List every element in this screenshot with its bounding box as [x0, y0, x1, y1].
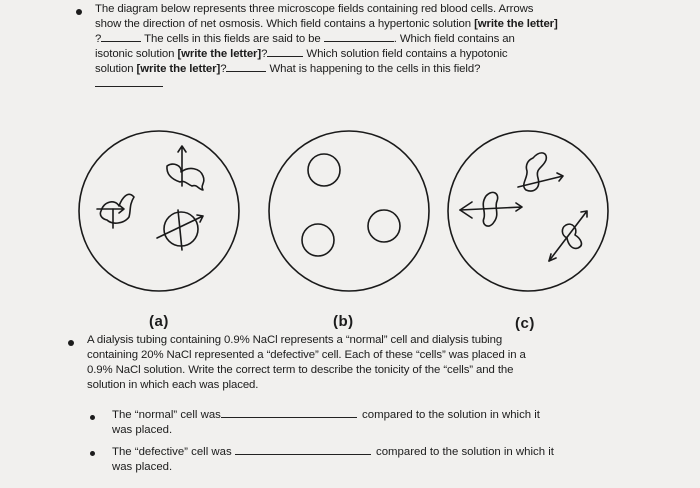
q1-line-1: The diagram below represents three microscope fields containing red blood cells. Arrows: [95, 3, 534, 15]
defective-cell-tail: was placed.: [112, 461, 173, 473]
field-b-label: (b): [333, 313, 354, 330]
sub-bullet-defective: [90, 451, 95, 456]
field-b-circle: [269, 131, 429, 291]
normal-cell-line-1: [112, 408, 692, 423]
defective-cell-blank[interactable]: [235, 445, 371, 455]
normal-cell-question: [112, 408, 692, 438]
field-c-label: (c): [515, 315, 535, 332]
field-a-crenated-cell-2: [167, 164, 204, 190]
normal-cell-suffix: compared to the solution in which it: [362, 409, 540, 421]
q1-line-2-text: show the direction of net osmosis. Which field contains a hypertonic solution: [95, 18, 471, 30]
field-c-arrow-3: [549, 211, 587, 261]
q1-isotonic-text: isotonic solution: [95, 48, 175, 60]
normal-cell-prefix: The “normal” cell was: [112, 409, 221, 421]
field-c-swollen-cell-3: [562, 224, 581, 248]
field-a-circle: [79, 131, 239, 291]
q1-write-letter-1: [write the letter]: [474, 18, 558, 30]
normal-cell-blank[interactable]: [221, 408, 357, 418]
field-b-cell-1: [308, 154, 340, 186]
q1-solution-text: solution: [95, 63, 134, 75]
normal-cell-tail: was placed.: [112, 424, 173, 436]
defective-cell-prefix: The “defective” cell was: [112, 446, 232, 458]
q2-line-1: A dialysis tubing containing 0.9% NaCl represents a “normal” cell and dialysis tubing: [87, 334, 503, 346]
q1-line-4-text: Which solution field contains a hypotonic: [306, 48, 508, 60]
q1-qmark-1: ?: [95, 33, 102, 45]
defective-cell-question: [112, 445, 692, 475]
field-b-cell-3: [368, 210, 400, 242]
field-a-arrow-3-stem: [178, 210, 182, 250]
q1-write-letter-2: [write the letter]: [177, 48, 262, 60]
q2-line-3: 0.9% NaCl solution. Write the correct term to describe the tonicity of the “cells” and the: [87, 364, 514, 376]
q2-line-2: containing 20% NaCl represented a “defective” cell. Each of these “cells” was placed in a: [87, 349, 526, 361]
defective-cell-line-1: [112, 445, 692, 460]
sub-bullet-normal: [90, 415, 95, 420]
question-2-text: [87, 333, 687, 393]
field-a-label: (a): [149, 313, 169, 330]
bullet-question-2: [68, 340, 74, 346]
q2-line-4: solution in which each was placed.: [87, 379, 259, 391]
defective-cell-suffix: compared to the solution in which it: [376, 446, 554, 458]
q1-line-5-text: What is happening to the cells in this field?: [269, 63, 481, 75]
q1-line-3-text: The cells in this fields are said to be: [144, 33, 321, 45]
q1-line-3-end: . Which field contains an: [393, 33, 515, 45]
q1-qmark-3: ?: [220, 63, 227, 75]
field-b-cell-2: [302, 224, 334, 256]
q1-qmark-2: ?: [261, 48, 268, 60]
q1-write-letter-3: [write the letter]: [136, 63, 221, 75]
